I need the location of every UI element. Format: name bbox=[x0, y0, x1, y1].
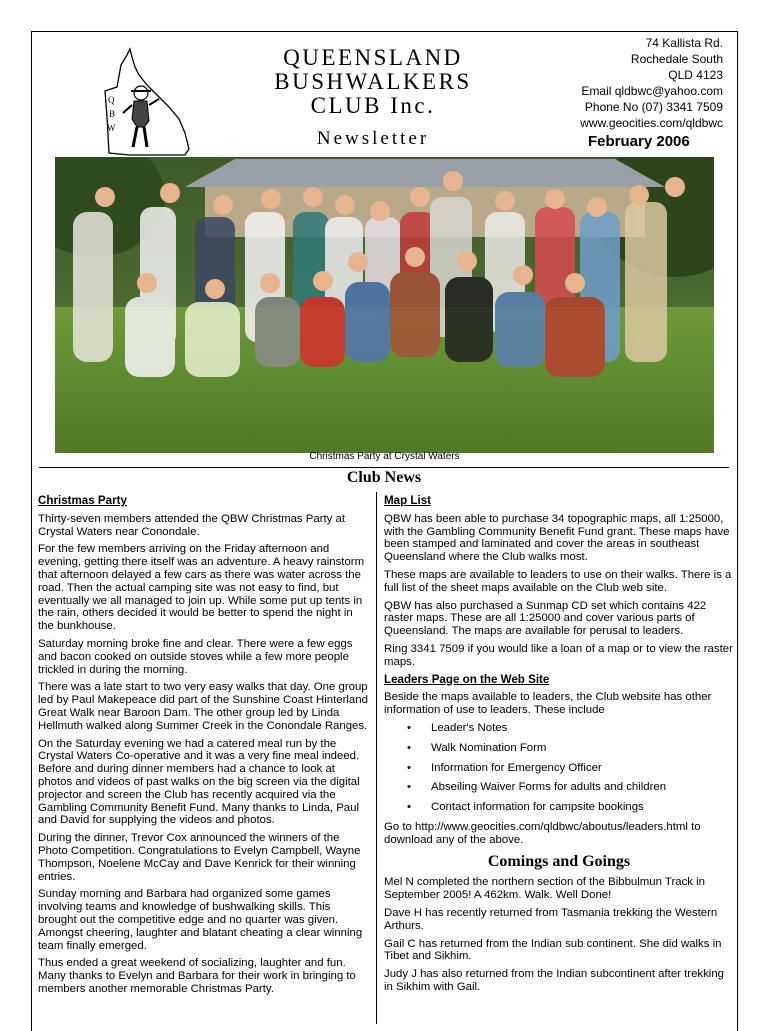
article-paragraph: For the few members arriving on the Friday afternoon and evening, getting there itself was an adventure. A heavy rainstorm that afternoon delayed a few cars as there was water across the road. Then the actual camping site was not easy to find, but eventually we all managed to join up. While some put up tents in the rain, others decided it would be better to spend the night in the bunkhouse. bbox=[38, 543, 365, 633]
left-column bbox=[38, 495, 368, 1001]
title-line-3: CLUB Inc. bbox=[310, 93, 436, 118]
list-item: • Walk Nomination Form bbox=[431, 742, 734, 755]
title-line-1: QUEENSLAND bbox=[283, 45, 463, 70]
address-line: Rochedale South bbox=[630, 52, 723, 66]
masthead bbox=[230, 46, 516, 150]
article-paragraph: Mel N completed the northern section of the Bibbulmun Track in September 2005! A 462km. Walk. Well Done! bbox=[384, 876, 706, 902]
logo-letter-b: B bbox=[109, 109, 116, 119]
article-paragraph: Thus ended a great weekend of socializing, laughter and fun. Many thanks to Evelyn and Barbara for their work in bringing to members another memorable Christmas Party. bbox=[38, 957, 356, 995]
article-paragraph: Judy J has also returned from the Indian subcontinent after trekking in Sikhim with Gail. bbox=[384, 968, 725, 993]
list-item: • Information for Emergency Officer bbox=[431, 762, 734, 775]
comings-goings-heading: Comings and Goings bbox=[487, 852, 631, 870]
column-divider bbox=[376, 492, 377, 1024]
photo-caption: Christmas Party at Crystal Waters bbox=[309, 451, 460, 462]
right-column bbox=[384, 495, 734, 999]
christmas-party-heading: Christmas Party bbox=[38, 494, 127, 507]
list-item: • Abseiling Waiver Forms for adults and children bbox=[431, 781, 734, 794]
article-paragraph: QBW has also purchased a Sunmap CD set which contains 422 raster maps. These are all 1:25000 and cover various parts of Queensland. The maps are available for perusal to leaders. bbox=[384, 599, 707, 638]
article-paragraph: Sunday morning and Barbara had organized some games involving teams and knowledge of bushwalking skills. This brought out the competitive edge and no quarter was given. Amongst cheering, laughter and blatant cheating a clear winning team finally emerged. bbox=[38, 888, 363, 952]
newsletter-label: Newsletter bbox=[316, 128, 430, 149]
logo-letter-w: W bbox=[107, 123, 116, 133]
article-paragraph: Dave H has recently returned from Tasmania trekking the Western Arthurs. bbox=[384, 906, 718, 932]
article-paragraph: Go to http://www.geocities.com/qldbwc/aboutus/leaders.html to download any of the above. bbox=[384, 820, 701, 846]
article-paragraph: Thirty-seven members attended the QBW Christmas Party at Crystal Waters near Conondale. bbox=[38, 512, 346, 538]
contact-block bbox=[503, 35, 723, 131]
phone-line: Phone No (07) 3341 7509 bbox=[584, 100, 723, 114]
section-title: Club News bbox=[346, 469, 422, 486]
map-list-heading: Map List bbox=[384, 494, 432, 507]
article-paragraph: QBW has been able to purchase 34 topographic maps, all 1:25000, with the Gambling Community Benefit Fund grant. These maps have been stamped and laminated and cover the areas in southeast Queensland where the Club walks most. bbox=[384, 512, 730, 564]
article-paragraph: On the Saturday evening we had a catered meal run by the Crystal Waters Co-operative and it was a very fine meal indeed. Before and during dinner members had a chance to look at photos and videos of past walks on the big screen via the digital projector and screen the Club has recently acquired via the Gambling Community Benefit Fund. Many thanks to Linda, Paul and David for supplying the videos and photos. bbox=[38, 737, 360, 827]
address-line: 74 Kallista Rd. bbox=[645, 36, 723, 50]
email-line: Email qldbwc@yahoo.com bbox=[581, 84, 723, 98]
article-paragraph: Ring 3341 7509 if you would like a loan of a map or to view the raster maps. bbox=[384, 642, 733, 668]
horizontal-rule bbox=[39, 467, 729, 468]
address-line: QLD 4123 bbox=[668, 68, 723, 82]
group-photo bbox=[55, 157, 714, 453]
list-item: • Contact information for campsite bookings bbox=[431, 801, 734, 814]
article-paragraph: There was a late start to two very easy walks that day. One group led by Paul Makepeace did part of the Sunshine Coast Hinterland Great Walk near Baroon Dam. The other group led by Linda Hellmuth walked along Summer Creek in the Conondale Ranges. bbox=[38, 681, 368, 732]
article-paragraph: During the dinner, Trevor Cox announced the winners of the Photo Competition. Congratulations to Evelyn Campbell, Wayne Thompson, Noelene McCay and Dave Kenrick for their winning entries. bbox=[38, 832, 361, 883]
list-item: • Leader's Notes bbox=[431, 722, 734, 735]
title-line-2: BUSHWALKERS bbox=[274, 69, 472, 94]
article-paragraph: Gail C has returned from the Indian sub continent. She did walks in Tibet and Sikhim. bbox=[384, 937, 722, 963]
website-line: www.geocities.com/qldbwc bbox=[580, 116, 723, 130]
leaders-resource-list bbox=[384, 722, 734, 814]
logo-letter-q: Q bbox=[108, 95, 115, 105]
article-paragraph: Beside the maps available to leaders, the Club website has other information of use to leaders. These include bbox=[384, 691, 712, 717]
leaders-page-heading: Leaders Page on the Web Site bbox=[384, 672, 550, 686]
article-paragraph: Saturday morning broke fine and clear. There were a few eggs and bacon cooked on outside stoves while a few more people trickled in during the morning. bbox=[38, 637, 353, 676]
issue-date: February 2006 bbox=[588, 133, 690, 150]
article-paragraph: These maps are available to leaders to use on their walks. There is a full list of the sheet maps available on the Club web site. bbox=[384, 568, 732, 594]
club-logo bbox=[99, 47, 191, 159]
